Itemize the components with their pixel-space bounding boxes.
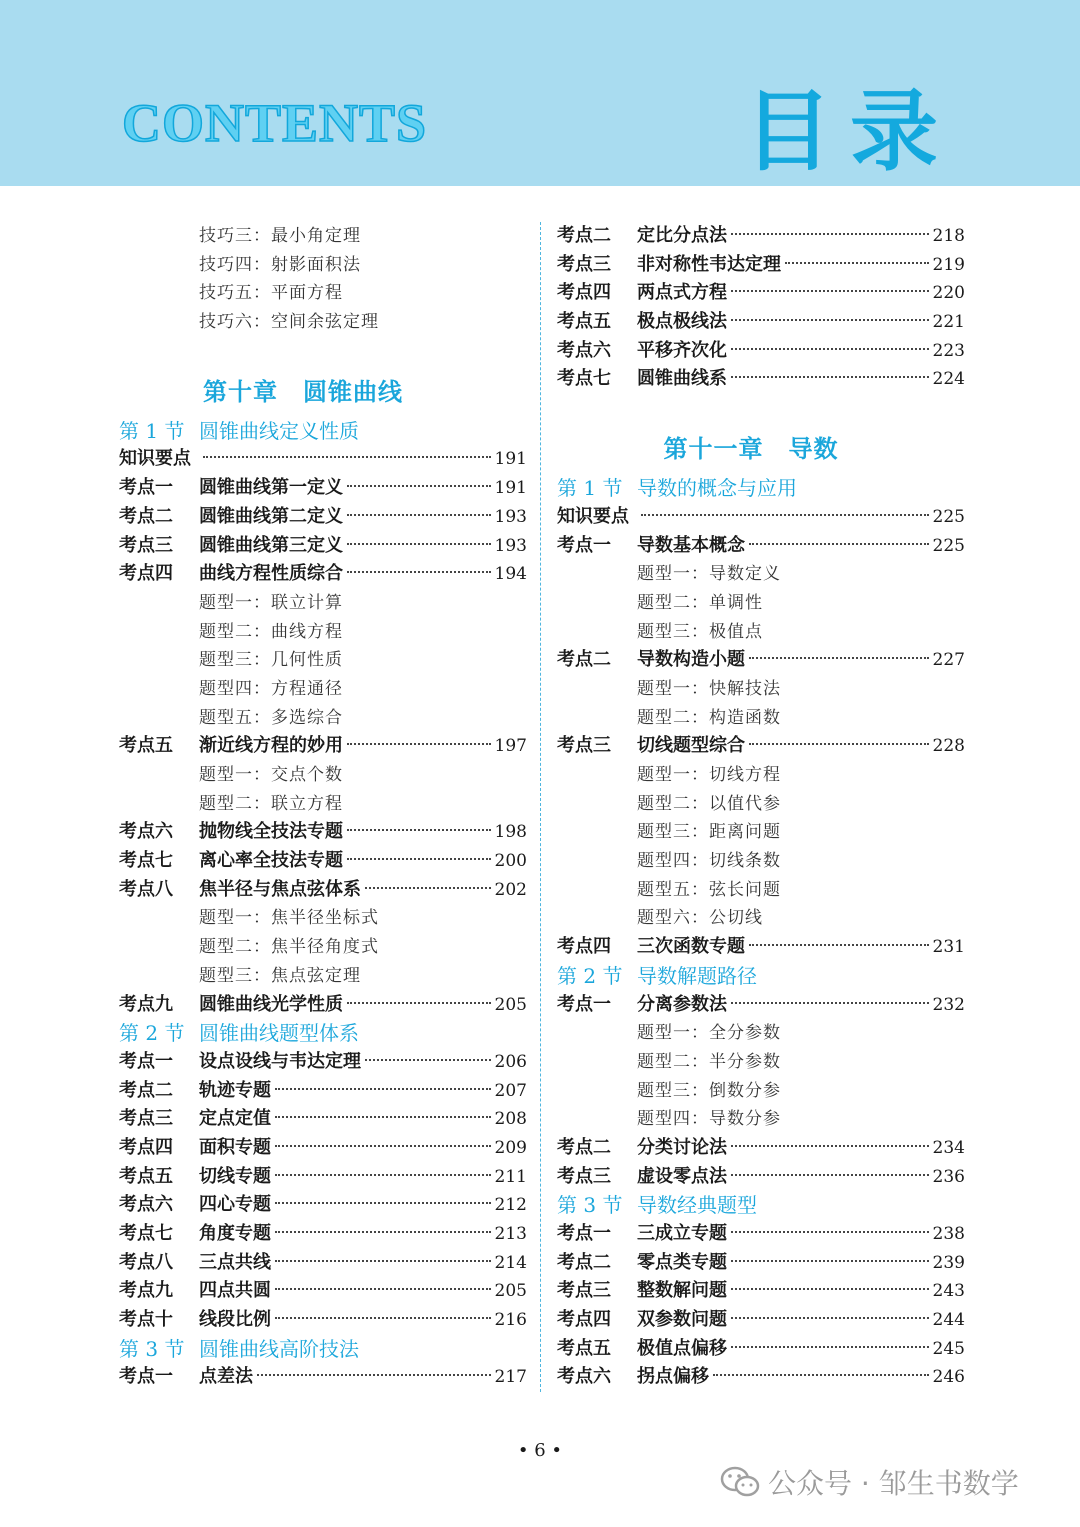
entry-code: 考点二 (119, 505, 173, 527)
dot-leader (347, 571, 491, 573)
entry-code: 考点四 (557, 1309, 611, 1331)
entry-page-number: 194 (494, 564, 527, 585)
subtopic-item: 题型二：焦半径角度式 (199, 937, 379, 958)
subtopic-item: 题型二：单调性 (637, 592, 763, 613)
toc-entry[interactable] (119, 1220, 527, 1249)
entry-code: 考点十 (119, 1309, 173, 1331)
entry-code: 考点四 (119, 1136, 173, 1158)
subtopic-item: 题型一：切线方程 (637, 765, 781, 785)
dot-leader (275, 1088, 491, 1090)
entry-code: 考点一 (119, 1366, 173, 1388)
entry-page-number: 234 (932, 1137, 965, 1158)
dot-leader (731, 1002, 929, 1004)
entry-code: 考点九 (119, 993, 173, 1015)
toc-entry[interactable] (557, 308, 965, 337)
dot-leader (731, 233, 929, 235)
toc-entry[interactable] (119, 1163, 527, 1192)
toc-entry[interactable] (557, 279, 965, 308)
entry-page-number: 225 (932, 535, 965, 556)
toc-entry[interactable] (557, 222, 965, 251)
entry-page-number: 217 (494, 1367, 527, 1388)
toc-entry[interactable] (557, 933, 965, 962)
entry-code: 考点一 (557, 1223, 611, 1244)
entry-code: 考点一 (557, 534, 611, 556)
toc-entry[interactable] (557, 1363, 965, 1392)
entry-title: 离心率全技法专题 (199, 850, 343, 872)
dot-leader (731, 1288, 929, 1290)
wechat-watermark (720, 1462, 1019, 1502)
dot-leader (275, 1260, 491, 1262)
entry-code: 考点七 (119, 1223, 173, 1244)
entry-title: 非对称性韦达定理 (637, 253, 781, 275)
entry-title: 三成立专题 (637, 1223, 727, 1244)
dot-leader (365, 887, 491, 889)
entry-title: 整数解问题 (637, 1280, 727, 1302)
chapter-title: 第十章 圆锥曲线 (203, 377, 403, 406)
subtopic-item: 题型二：以值代参 (637, 793, 781, 814)
toc-entry[interactable] (557, 991, 965, 1020)
entry-title: 圆锥曲线光学性质 (199, 993, 343, 1015)
entry-title: 导数基本概念 (637, 534, 745, 556)
section-number: 第 3 节 (119, 1336, 185, 1361)
subtopic-item: 技巧三：最小角定理 (199, 226, 361, 246)
entry-title: 虚设零点法 (637, 1165, 727, 1187)
subtopic-item: 题型五：多选综合 (199, 707, 343, 728)
toc-entry[interactable] (557, 1163, 965, 1192)
page-title: 目录 (744, 80, 957, 183)
toc-entry[interactable] (119, 1077, 527, 1106)
entry-code: 考点三 (119, 1108, 173, 1130)
section-heading (557, 1191, 965, 1220)
entry-page-number: 231 (932, 937, 965, 958)
entry-title: 曲线方程性质综合 (199, 563, 343, 585)
subtopic-item: 题型四：切线条数 (637, 851, 781, 872)
subtopic-item: 题型四：导数分参 (637, 1109, 781, 1130)
entry-title: 拐点偏移 (637, 1366, 709, 1388)
subtopic-item: 题型一：导数定义 (637, 564, 781, 585)
entry-title: 圆锥曲线系 (637, 368, 727, 390)
dot-leader (347, 829, 491, 831)
entry-page-number: 218 (932, 226, 965, 246)
dot-leader (365, 1059, 491, 1061)
entry-page-number: 243 (932, 1281, 965, 1302)
toc-entry[interactable] (119, 532, 527, 561)
toc-entry[interactable] (119, 847, 527, 876)
dot-leader (731, 1145, 929, 1147)
entry-code: 考点四 (557, 936, 611, 958)
toc-entry[interactable] (557, 1277, 965, 1306)
entry-title: 抛物线全技法专题 (199, 821, 343, 843)
toc-entry[interactable] (557, 732, 965, 761)
entry-page-number: 205 (494, 1281, 527, 1302)
subtopic-item: 题型三：几何性质 (199, 650, 343, 671)
toc-entry[interactable] (119, 732, 527, 761)
entry-code: 考点三 (557, 1280, 611, 1302)
subtopic-item: 题型二：曲线方程 (199, 621, 343, 642)
wechat-icon (720, 1465, 760, 1499)
dot-leader (275, 1288, 491, 1290)
entry-code: 考点二 (557, 225, 611, 246)
entry-title: 平移齐次化 (637, 339, 727, 361)
entry-page-number: 224 (932, 369, 965, 390)
entry-page-number: 232 (932, 994, 965, 1015)
section-number: 第 3 节 (557, 1193, 623, 1218)
entry-page-number: 206 (494, 1051, 527, 1072)
entry-title: 极值点偏移 (637, 1337, 727, 1359)
entry-title: 分离参数法 (637, 993, 727, 1015)
section-title: 圆锥曲线高阶技法 (199, 1336, 359, 1361)
subtopic-item: 题型三：极值点 (637, 621, 763, 642)
entry-page-number: 239 (932, 1252, 965, 1273)
entry-code: 知识要点 (557, 505, 629, 527)
dot-leader (731, 376, 929, 378)
entry-title: 圆锥曲线第三定义 (199, 534, 343, 556)
contents-heading: CONTENTS (122, 93, 428, 153)
entry-page-number: 236 (932, 1166, 965, 1187)
entry-page-number: 198 (494, 822, 527, 843)
dot-leader (731, 1317, 929, 1319)
entry-code: 考点六 (557, 1366, 611, 1388)
entry-code: 考点二 (557, 649, 611, 671)
entry-title: 四点共圆 (199, 1280, 271, 1302)
subtopic-item: 题型二：联立方程 (199, 793, 343, 814)
entry-title: 切线专题 (199, 1165, 271, 1187)
dot-leader (731, 1174, 929, 1176)
entry-code: 考点七 (557, 368, 611, 390)
entry-code: 考点五 (557, 1337, 611, 1359)
dot-leader (731, 1260, 929, 1262)
dot-leader (275, 1317, 491, 1319)
dot-leader (347, 858, 491, 860)
section-heading (119, 1335, 527, 1364)
entry-code: 考点五 (119, 1165, 173, 1187)
entry-page-number: 220 (932, 283, 965, 304)
toc-entry[interactable] (557, 1220, 965, 1249)
entry-page-number: 228 (932, 736, 965, 757)
entry-code: 考点三 (557, 1165, 611, 1187)
dot-leader (275, 1145, 491, 1147)
entry-code: 考点七 (119, 850, 173, 872)
entry-page-number: 221 (932, 312, 965, 333)
entry-page-number: 209 (494, 1137, 527, 1158)
toc-entry[interactable] (119, 503, 527, 532)
toc-entry[interactable] (557, 1306, 965, 1335)
subtopic-item: 题型一：焦半径坐标式 (199, 908, 379, 929)
toc-entry[interactable] (119, 1048, 527, 1077)
entry-code: 考点六 (557, 339, 611, 361)
entry-title: 圆锥曲线第二定义 (199, 505, 343, 527)
toc-entry[interactable] (557, 251, 965, 280)
subtopic-item: 题型一：全分参数 (637, 1023, 781, 1044)
subtopic-item: 题型三：倒数分参 (637, 1080, 781, 1101)
entry-title: 轨迹专题 (199, 1079, 271, 1101)
column-divider (540, 222, 541, 1392)
entry-code: 考点一 (557, 993, 611, 1015)
subtopic-item: 题型一：交点个数 (199, 765, 343, 785)
toc-entry[interactable] (119, 818, 527, 847)
entry-page-number: 191 (494, 449, 527, 470)
dot-leader (257, 1374, 491, 1376)
entry-code: 考点八 (119, 1251, 173, 1273)
section-number: 第 2 节 (119, 1021, 185, 1046)
entry-code: 考点四 (557, 282, 611, 304)
section-title: 圆锥曲线定义性质 (199, 418, 359, 443)
dot-leader (749, 657, 929, 659)
entry-page-number: 216 (494, 1310, 527, 1331)
entry-title: 切线题型综合 (637, 735, 745, 757)
entry-code: 考点六 (119, 1194, 173, 1216)
toc-entry[interactable] (557, 646, 965, 675)
subtopic-item: 题型二：半分参数 (637, 1051, 781, 1072)
dot-leader (275, 1116, 491, 1118)
entry-page-number: 214 (494, 1252, 527, 1273)
entry-page-number: 191 (494, 478, 527, 499)
toc-entry[interactable] (557, 1335, 965, 1364)
entry-page-number: 212 (494, 1195, 527, 1216)
section-title: 导数解题路径 (637, 963, 757, 988)
dot-leader (731, 290, 929, 292)
dot-leader (749, 543, 929, 545)
dot-leader (731, 1231, 929, 1233)
entry-page-number: 193 (494, 506, 527, 527)
toc-entry[interactable] (119, 560, 527, 589)
dot-leader (203, 456, 491, 458)
entry-code: 考点三 (557, 735, 611, 757)
entry-title: 极点极线法 (637, 311, 727, 333)
entry-page-number: 211 (494, 1166, 527, 1187)
section-number: 第 1 节 (557, 476, 623, 501)
dot-leader (347, 743, 491, 745)
subtopic-item: 题型三：焦点弦定理 (199, 965, 361, 986)
section-heading (119, 1019, 527, 1048)
entry-title: 定点定值 (199, 1108, 271, 1130)
entry-code: 考点三 (557, 253, 611, 275)
entry-code: 考点二 (557, 1136, 611, 1158)
entry-title: 零点类专题 (637, 1251, 727, 1273)
section-title: 圆锥曲线题型体系 (199, 1021, 359, 1046)
toc-entry[interactable] (119, 474, 527, 503)
toc-entry[interactable] (557, 365, 965, 394)
toc-entry[interactable] (119, 1105, 527, 1134)
entry-code: 考点二 (119, 1079, 173, 1101)
section-heading (119, 417, 527, 446)
section-heading (557, 474, 965, 503)
entry-code: 考点二 (557, 1251, 611, 1273)
entry-title: 线段比例 (199, 1309, 271, 1331)
section-title: 导数的概念与应用 (637, 476, 797, 501)
dot-leader (347, 1002, 491, 1004)
toc-entry[interactable] (119, 1363, 527, 1392)
entry-page-number: 246 (932, 1367, 965, 1388)
entry-code: 考点一 (119, 477, 173, 499)
entry-title: 设点设线与韦达定理 (199, 1050, 361, 1072)
toc-entry[interactable] (119, 1191, 527, 1220)
subtopic-item: 技巧六：空间余弦定理 (199, 312, 379, 333)
entry-page-number: 244 (932, 1310, 965, 1331)
section-title: 导数经典题型 (637, 1193, 757, 1218)
header-banner (0, 0, 1080, 186)
subtopic-item: 题型三：距离问题 (637, 822, 781, 843)
entry-page-number: 245 (932, 1338, 965, 1359)
entry-title: 面积专题 (199, 1136, 271, 1158)
dot-leader (785, 262, 929, 264)
entry-code: 考点六 (119, 821, 173, 843)
dot-leader (347, 485, 491, 487)
toc-entry[interactable] (119, 876, 527, 905)
entry-page-number: 205 (494, 994, 527, 1015)
entry-title: 角度专题 (199, 1223, 271, 1244)
toc-entry[interactable] (119, 1134, 527, 1163)
dot-leader (347, 543, 491, 545)
entry-page-number: 213 (494, 1224, 527, 1244)
subtopic-item: 题型六：公切线 (637, 908, 763, 929)
subtopic-item: 题型五：弦长问题 (637, 879, 781, 900)
entry-page-number: 219 (932, 254, 965, 275)
dot-leader (731, 1346, 929, 1348)
dot-leader (347, 514, 491, 516)
entry-title: 焦半径与焦点弦体系 (199, 878, 361, 900)
entry-title: 双参数问题 (637, 1309, 727, 1331)
section-heading (557, 962, 965, 991)
entry-title: 渐近线方程的妙用 (199, 735, 343, 757)
entry-page-number: 223 (932, 340, 965, 361)
toc-right-column (557, 222, 965, 1392)
toc-entry[interactable] (119, 1277, 527, 1306)
chapter-title: 第十一章 导数 (663, 435, 839, 464)
entry-page-number: 200 (494, 851, 527, 872)
entry-title: 分类讨论法 (637, 1136, 727, 1158)
dot-leader (749, 743, 929, 745)
entry-page-number: 227 (932, 650, 965, 671)
entry-title: 点差法 (199, 1366, 253, 1388)
subtopic-item: 技巧五：平面方程 (199, 283, 343, 304)
dot-leader (641, 514, 929, 516)
dot-leader (275, 1231, 491, 1233)
dot-leader (713, 1374, 929, 1376)
entry-title: 两点式方程 (637, 282, 727, 304)
entry-title: 定比分点法 (637, 225, 727, 246)
toc-entry[interactable] (557, 503, 965, 532)
toc-left-column (119, 222, 527, 1392)
subtopic-item: 题型二：构造函数 (637, 707, 781, 728)
entry-code: 考点九 (119, 1280, 173, 1302)
entry-code: 考点四 (119, 563, 173, 585)
toc-entry[interactable] (557, 1249, 965, 1278)
toc-entry[interactable] (119, 1306, 527, 1335)
toc-entry[interactable] (557, 1134, 965, 1163)
entry-code: 考点五 (557, 311, 611, 333)
entry-page-number: 208 (494, 1109, 527, 1130)
dot-leader (731, 348, 929, 350)
toc-entry[interactable] (119, 1249, 527, 1278)
entry-page-number: 202 (494, 879, 527, 900)
entry-page-number: 225 (932, 506, 965, 527)
entry-page-number: 238 (932, 1224, 965, 1244)
entry-title: 导数构造小题 (637, 649, 745, 671)
section-number: 第 1 节 (119, 418, 185, 443)
toc-entry[interactable] (119, 445, 527, 474)
section-number: 第 2 节 (557, 963, 623, 988)
entry-code: 考点一 (119, 1050, 173, 1072)
dot-leader (749, 944, 929, 946)
entry-page-number: 193 (494, 535, 527, 556)
subtopic-item: 题型四：方程通径 (199, 678, 343, 699)
entry-code: 考点八 (119, 878, 173, 900)
subtopic-item: 题型一：快解技法 (637, 678, 781, 699)
page-number: • 6 • (517, 1440, 563, 1461)
entry-code: 知识要点 (119, 448, 191, 470)
entry-title: 三点共线 (199, 1251, 271, 1273)
toc-entry[interactable] (557, 337, 965, 366)
watermark-text: 公众号 · 邹生书数学 (768, 1467, 1019, 1500)
subtopic-item: 题型一：联立计算 (199, 592, 343, 613)
dot-leader (275, 1202, 491, 1204)
entry-code: 考点三 (119, 534, 173, 556)
dot-leader (275, 1174, 491, 1176)
entry-page-number: 207 (494, 1080, 527, 1101)
dot-leader (731, 319, 929, 321)
entry-title: 三次函数专题 (637, 936, 745, 958)
entry-code: 考点五 (119, 735, 173, 757)
entry-title: 圆锥曲线第一定义 (199, 477, 343, 499)
entry-page-number: 197 (494, 736, 527, 757)
toc-entry[interactable] (119, 991, 527, 1020)
entry-title: 四心专题 (199, 1194, 271, 1216)
subtopic-item: 技巧四：射影面积法 (199, 254, 361, 275)
toc-entry[interactable] (557, 532, 965, 561)
